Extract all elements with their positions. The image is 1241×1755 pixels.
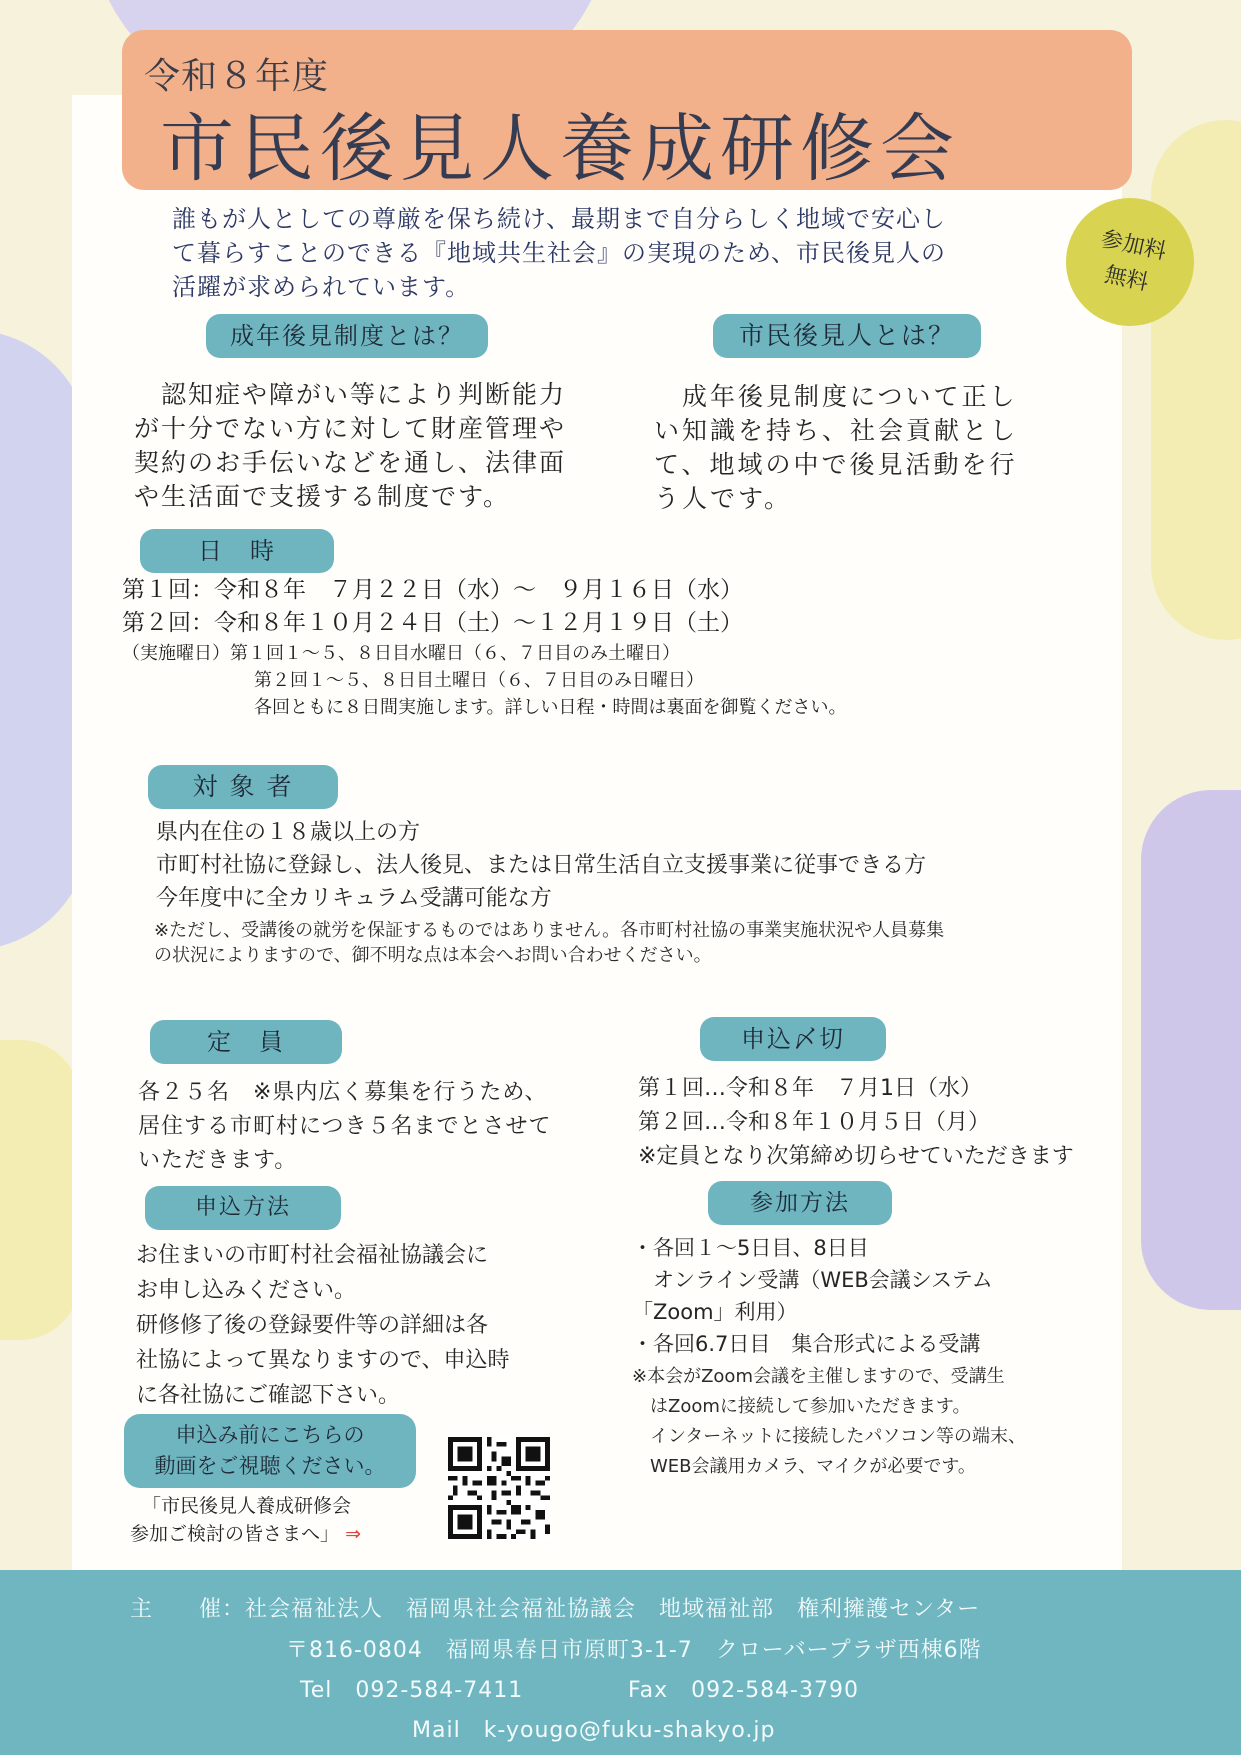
- text-line: う人です。: [654, 484, 793, 513]
- heading-nichiji: 日 時: [140, 529, 334, 573]
- intro-text: [172, 202, 1052, 304]
- bg-shape-yellow-right: [1151, 120, 1241, 640]
- shimekiri-text: [638, 1072, 1074, 1174]
- heading-teiin: 定 員: [150, 1020, 342, 1064]
- schedule-round2: 第２回：令和８年１０月２４日（土）～１２月１９日（土）: [122, 610, 743, 636]
- taisho-text: [156, 816, 926, 915]
- text-line: 社協によって異なりますので、申込時: [136, 1348, 510, 1373]
- text-line: 研修修了後の登録要件等の詳細は各: [136, 1313, 489, 1338]
- text-line: 成年後見制度について正し: [654, 382, 1018, 411]
- note-line: ※本会がZoom会議を主催しますので、受講生: [632, 1366, 1005, 1387]
- note-line: インターネットに接続したパソコン等の端末、: [632, 1426, 1027, 1447]
- text-line: いただきます。: [138, 1148, 298, 1173]
- schedule-weekday2: 第２回１～５、８日目土曜日（６、７日目のみ日曜日）: [254, 670, 704, 691]
- tel: Tel 092-584-7411: [300, 1678, 524, 1703]
- sanka-text: [632, 1232, 993, 1360]
- intro-line: て暮らすことのできる『地域共生社会』の実現のため、市民後見人の: [172, 239, 947, 267]
- footer-contact: [0, 1570, 1241, 1755]
- fax: Fax 092-584-3790: [628, 1678, 859, 1703]
- heading-sanka: 参加方法: [708, 1181, 892, 1225]
- text-line: 「Zoom」利用）: [632, 1300, 798, 1324]
- bg-shape-lavender-right: [1141, 790, 1241, 1310]
- video-caption-line2: 参加ご検討の皆さまへ」: [130, 1523, 340, 1545]
- mail-address[interactable]: Mail k-yougo@fuku-shakyo.jp: [412, 1718, 776, 1743]
- note-line: WEB会議用カメラ、マイクが必要です。: [632, 1456, 976, 1477]
- video-heading-line2: 動画をご視聴ください。: [154, 1454, 386, 1478]
- heading-seinen: 成年後見制度とは？: [206, 314, 488, 358]
- text-line: オンライン受講（WEB会議システム: [632, 1268, 993, 1292]
- text-line: 居住する市町村につき５名までとさせて: [138, 1114, 552, 1139]
- intro-line: 誰もが人としての尊厳を保ち続け、最期まで自分らしく地域で安心し: [172, 205, 947, 233]
- video-heading-box: [124, 1414, 416, 1488]
- video-caption-line1: 「市民後見人養成研修会: [142, 1495, 352, 1517]
- schedule-weekday1: （実施曜日）第１回１～５、８日目水曜日（６、７日目のみ土曜日）: [122, 643, 680, 664]
- heading-shimekiri: 申込〆切: [700, 1017, 886, 1061]
- schedule-round1: 第１回：令和８年 ７月２２日（水）～ ９月１６日（水）: [122, 577, 743, 603]
- text-line: お住まいの市町村社会福祉協議会に: [136, 1243, 489, 1268]
- shimin-text: [654, 380, 1018, 516]
- text-line: ・各回6.7日目 集合形式による受講: [632, 1332, 981, 1356]
- video-heading-line1: 申込み前にこちらの: [175, 1423, 365, 1447]
- text-line: 認知症や障がい等により判断能力: [134, 380, 567, 409]
- organizer: 主 催：社会福祉法人 福岡県社会福祉協議会 地域福祉部 権利擁護センター: [130, 1597, 981, 1622]
- text-line: 今年度中に全カリキュラム受講可能な方: [156, 886, 552, 911]
- text-line: い知識を持ち、社会貢献とし: [654, 416, 1019, 445]
- text-line: ・各回１～5日目、8日目: [632, 1236, 869, 1260]
- address: 〒816-0804 福岡県春日市原町3-1-7 クローバープラザ西棟6階: [286, 1638, 982, 1663]
- arrow-right-icon: ⇒: [345, 1523, 361, 1545]
- page-title: 市民後見人養成研修会: [160, 106, 960, 192]
- text-line: 各２５名 ※県内広く募集を行うため、: [138, 1080, 548, 1105]
- text-line: が十分でない方に対して財産管理や: [134, 414, 567, 443]
- heading-shimin: 市民後見人とは？: [713, 314, 981, 358]
- text-line: 第１回…令和８年 ７月1日（水）: [638, 1076, 982, 1101]
- schedule-block: [122, 574, 847, 721]
- badge-line1: 参加料: [1098, 226, 1169, 265]
- text-line: 市町村社協に登録し、法人後見、または日常生活自立支援事業に従事できる方: [156, 853, 927, 878]
- text-line: 契約のお手伝いなどを通し、法律面: [134, 448, 567, 477]
- seinen-text: [134, 378, 566, 514]
- badge-line2: 無料: [1102, 262, 1151, 296]
- intro-line: 活躍が求められています。: [172, 273, 471, 301]
- heading-moushikomi: 申込方法: [145, 1186, 341, 1230]
- note-line: はZoomに接続して参加いただきます。: [632, 1396, 971, 1417]
- text-line: 県内在住の１８歳以上の方: [156, 820, 421, 845]
- video-caption: [130, 1492, 361, 1548]
- video-qr-code[interactable]: [448, 1437, 550, 1539]
- schedule-note: 各回ともに８日間実施します。詳しい日程・時間は裏面を御覧ください。: [254, 697, 847, 718]
- moushikomi-text: [136, 1238, 510, 1413]
- text-line: 第２回…令和８年１０月５日（月）: [638, 1110, 991, 1135]
- text-line: ※定員となり次第締め切らせていただきます: [638, 1144, 1074, 1169]
- text-line: お申し込みください。: [136, 1278, 357, 1303]
- text-line: に各社協にご確認下さい。: [136, 1383, 401, 1408]
- bg-shape-yellow-left: [0, 1040, 80, 1340]
- taisho-notes: [154, 918, 944, 968]
- video-heading: [124, 1420, 416, 1482]
- sanka-notes: [632, 1362, 1026, 1482]
- note-line: の状況によりますので、御不明な点は本会へお問い合わせください。: [154, 945, 712, 966]
- text-line: て、地域の中で後見活動を行: [654, 450, 1018, 479]
- teiin-text: [138, 1076, 552, 1178]
- note-line: ※ただし、受講後の就労を保証するものではありません。各市町村社協の事業実施状況や人員募集: [154, 920, 945, 941]
- heading-taisho: 対 象 者: [148, 765, 338, 809]
- text-line: や生活面で支援する制度です。: [134, 482, 511, 511]
- fiscal-year: 令和８年度: [144, 56, 330, 97]
